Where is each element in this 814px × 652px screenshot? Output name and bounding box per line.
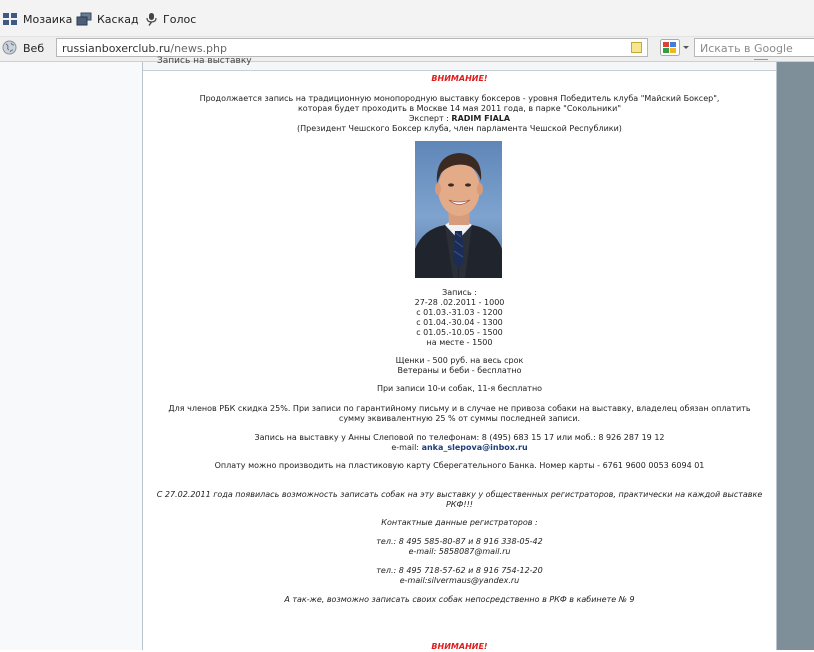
intro-text-1: Продолжается запись на традиционную монопородную выставку боксеров - уровня Победитель клуба "Майский Боксер", xyxy=(199,94,720,103)
fee-row: на месте - 1500 xyxy=(426,338,493,347)
expert-photo xyxy=(415,141,502,278)
article-header-title: Запись на выставку xyxy=(157,56,252,66)
contact-phone: тел.: 8 495 585-80-87 и 8 916 338-05-42 xyxy=(376,537,543,546)
rkf-office-note: А так-же, возможно записать своих собак непосредственно в РКФ в кабинете № 9 xyxy=(284,595,635,604)
fee-row: с 01.05.-10.05 - 1500 xyxy=(416,328,503,337)
page-scroll-area xyxy=(776,62,814,650)
rbk-discount-2: сумму эквивалентную 25 % от суммы последней записи. xyxy=(338,414,581,423)
google-search-engine-icon[interactable] xyxy=(660,39,690,59)
collapse-icon[interactable] xyxy=(754,59,768,66)
contact-phone: тел.: 8 495 718-57-62 и 8 916 754-12-20 xyxy=(376,566,543,575)
search-scope-label[interactable]: Веб xyxy=(23,42,45,55)
cascade-icon xyxy=(76,12,92,26)
expert-label: Эксперт : xyxy=(408,114,449,123)
address-domain: russianboxerclub.ru xyxy=(62,42,171,55)
contact-email: e-mail:silvermaus@yandex.ru xyxy=(399,576,520,585)
toolbar-item-cascade[interactable] xyxy=(76,11,139,27)
veterans-fee: Ветераны и беби - бесплатно xyxy=(397,366,522,375)
phone-line: Запись на выставку у Анны Слеповой по телефонам: 8 (495) 683 15 17 или моб.: 8 926 287 19 12 xyxy=(254,433,665,442)
toolbar-item-label: Голос xyxy=(163,12,197,26)
toolbar-item-voice[interactable] xyxy=(144,11,196,27)
address-field[interactable] xyxy=(56,38,648,57)
fee-row: с 01.04.-30.04 - 1300 xyxy=(416,318,503,327)
microphone-icon xyxy=(144,12,158,26)
registrars-note-2: РКФ!!! xyxy=(445,500,473,509)
fee-row: 27-28 .02.2011 - 1000 xyxy=(414,298,505,307)
attention-heading: ВНИМАНИЕ! xyxy=(431,74,488,83)
payment-info: Оплату можно производить на пластиковую карту Сберегательного Банка. Номер карты - 6761 9600 0053 6094 01 xyxy=(214,461,705,470)
expert-line xyxy=(143,114,776,124)
contact-email: e-mail: 5858087@mail.ru xyxy=(408,547,511,556)
left-margin xyxy=(0,62,142,650)
free-entry-note: При записи 10-и собак, 11-я бесплатно xyxy=(376,384,543,393)
toolbar-item-label: Каскад xyxy=(97,12,139,26)
grid-icon xyxy=(2,12,18,26)
contacts-title: Контактные данные регистраторов : xyxy=(381,518,538,527)
bookmarks-toolbar xyxy=(0,0,814,37)
toolbar-item-mosaic[interactable] xyxy=(2,11,72,27)
search-placeholder: Искать в Google xyxy=(700,42,793,55)
email-label: e-mail: xyxy=(391,443,420,452)
attention-heading-bottom: ВНИМАНИЕ! xyxy=(431,642,488,651)
globe-icon xyxy=(2,40,17,58)
expert-name: RADIM FIALA xyxy=(451,114,511,123)
email-link[interactable]: anka_slepova@inbox.ru xyxy=(421,443,528,452)
toolbar-item-label: Мозаика xyxy=(23,12,73,26)
rbk-discount-1: Для членов РБК скидка 25%. При записи по гарантийному письму и в случае не привоза собаки на выставку, владелец обязан оплатить xyxy=(168,404,751,413)
article-header xyxy=(143,56,776,71)
puppies-fee: Щенки - 500 руб. на весь срок xyxy=(395,356,524,365)
search-input[interactable] xyxy=(694,38,814,57)
address-path: /news.php xyxy=(170,42,227,55)
fees-title: Запись : xyxy=(442,288,477,297)
fee-row: с 01.03.-31.03 - 1200 xyxy=(416,308,503,317)
note-icon[interactable] xyxy=(631,42,642,56)
news-article xyxy=(142,56,777,651)
email-line xyxy=(143,443,776,453)
expert-description: (Президент Чешского Боксер клуба, член парламента Чешской Республики) xyxy=(297,124,622,133)
address-row xyxy=(0,37,814,62)
registrars-note-1: С 27.02.2011 года появилась возможность записать собак на эту выставку у общественных регистраторов, практически на каждой выставке xyxy=(156,490,763,499)
intro-text-2: которая будет проходить в Москве 14 мая 2011 года, в парке "Сокольники" xyxy=(297,104,622,113)
